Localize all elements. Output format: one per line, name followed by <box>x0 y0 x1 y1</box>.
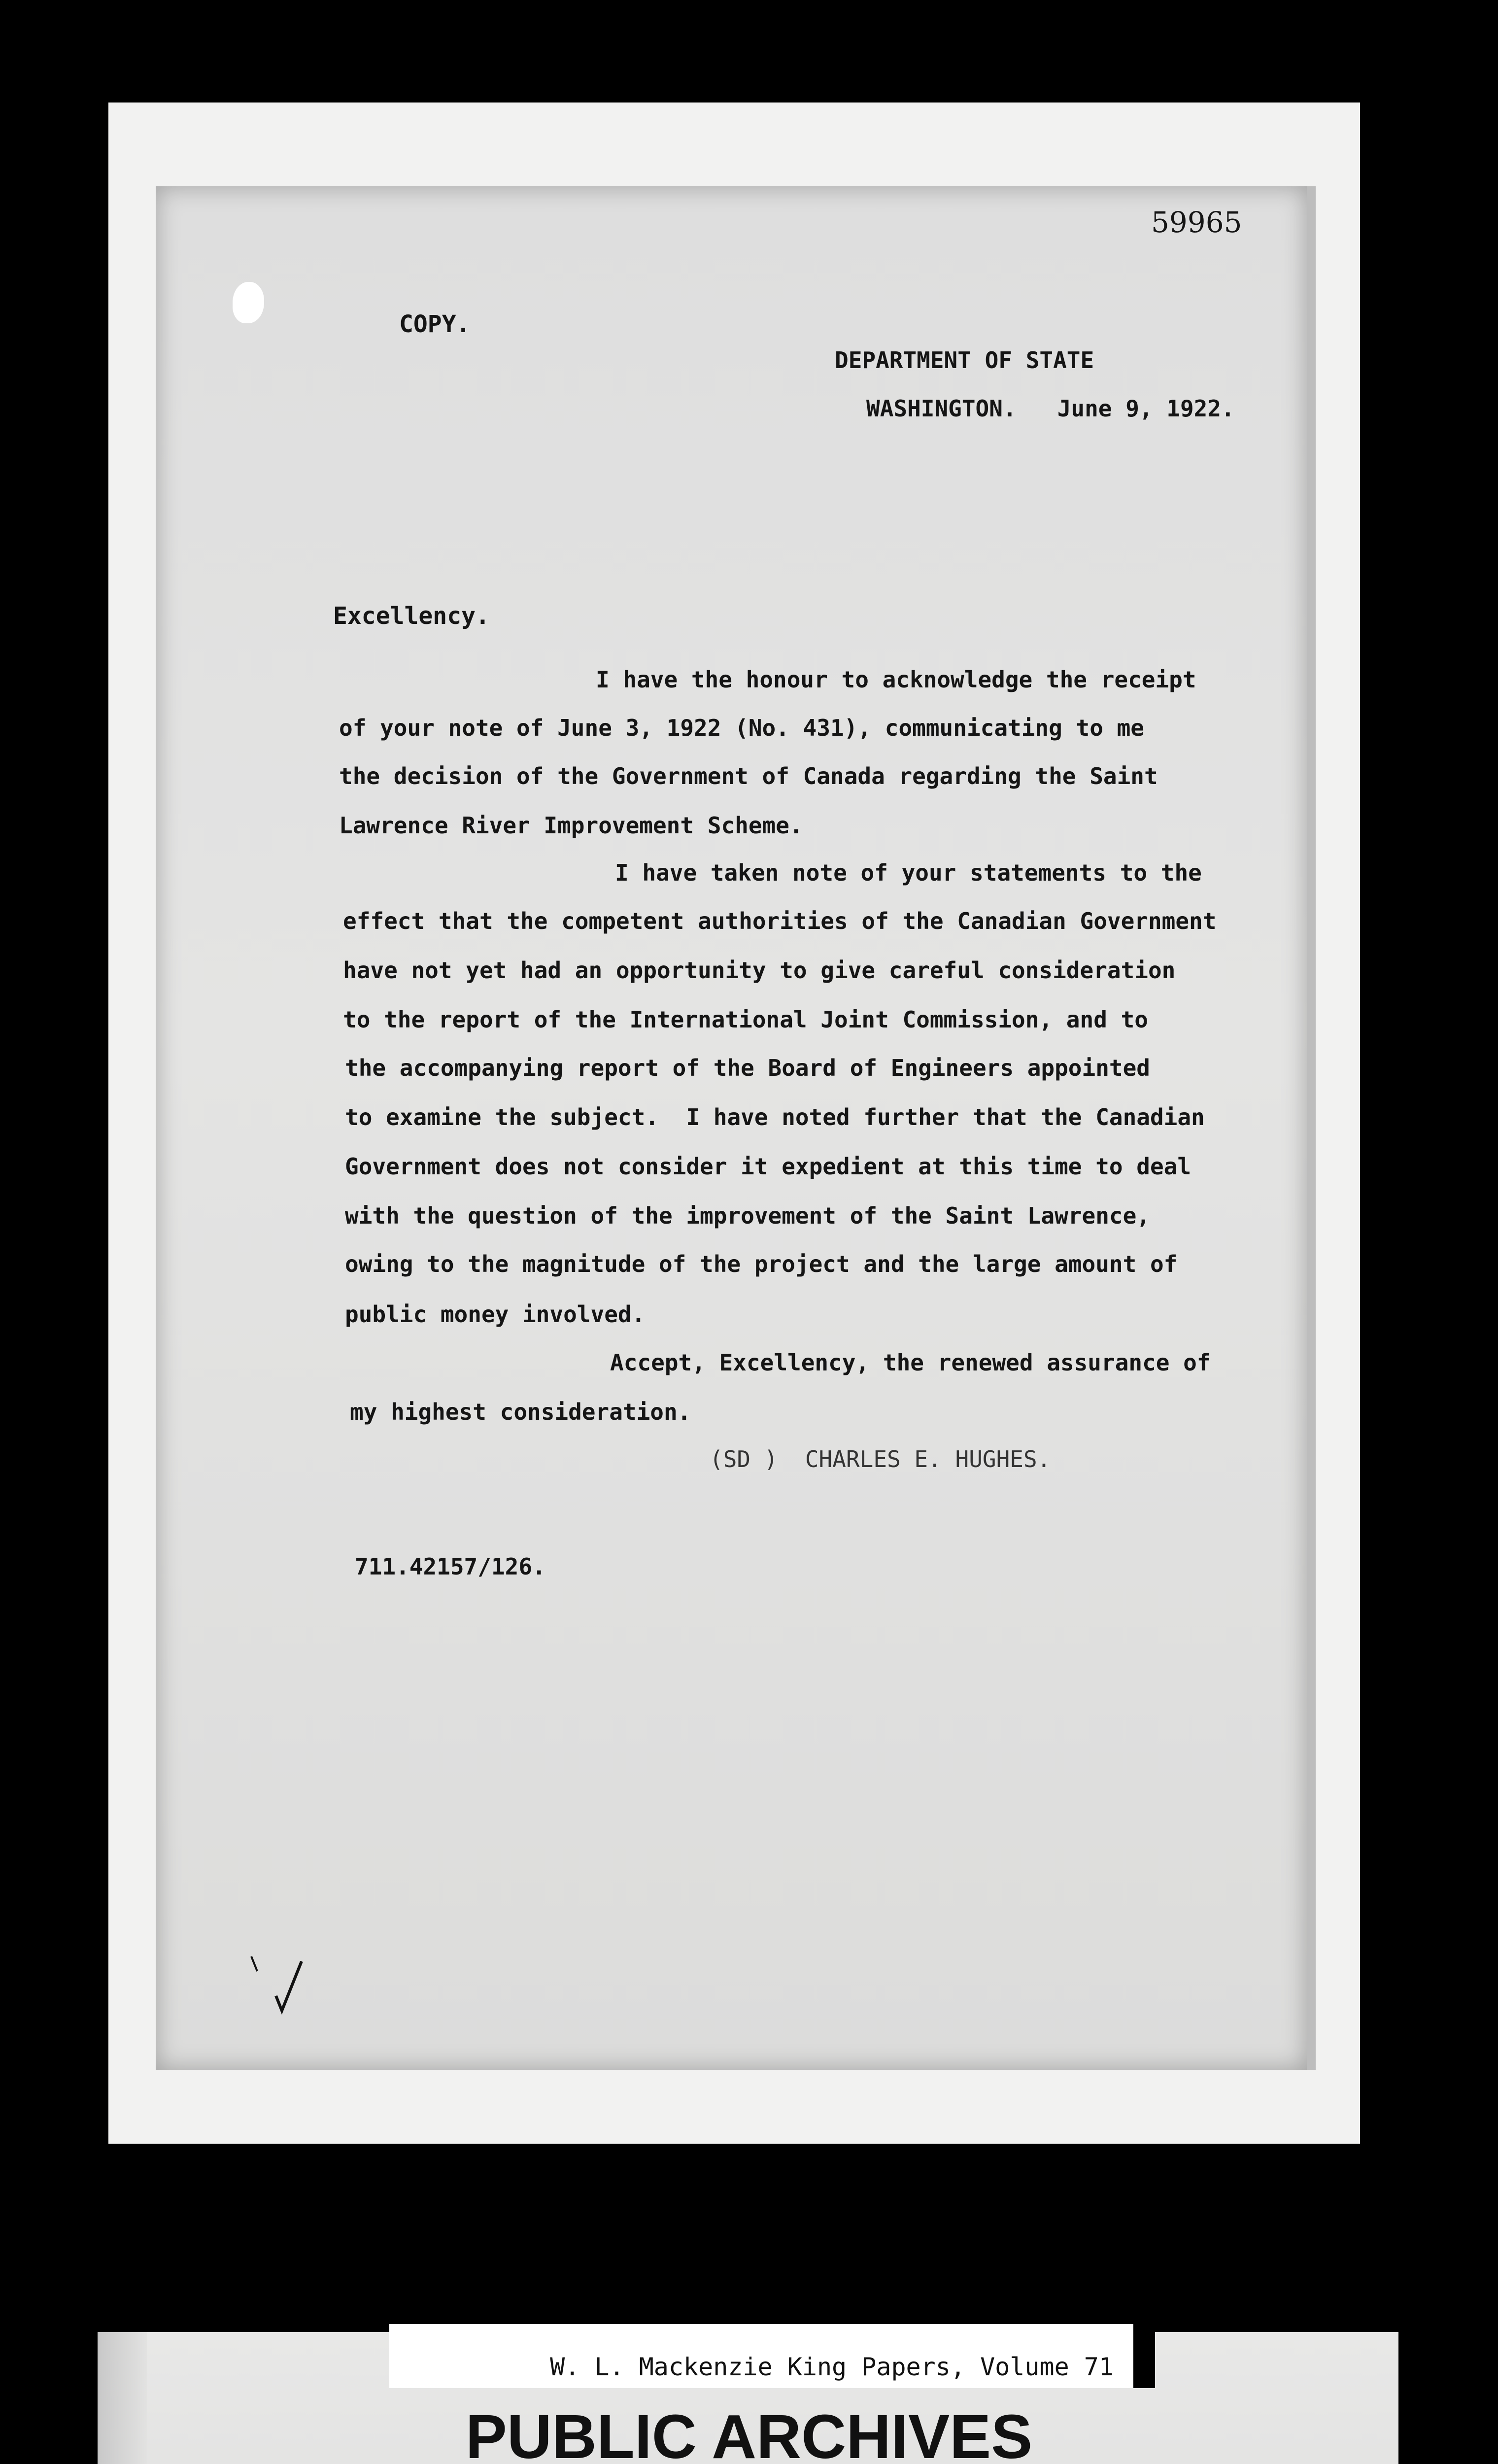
letter-line: Accept, Excellency, the renewed assurance of <box>610 1349 1211 1376</box>
letter-line: with the question of the improvement of the Saint Lawrence, <box>345 1202 1150 1229</box>
letter-line: I have taken note of your statements to the <box>615 859 1202 886</box>
letter-line: public money involved. <box>345 1301 646 1328</box>
document-page <box>156 186 1307 2070</box>
letter-line: the decision of the Government of Canada regarding the Saint <box>339 763 1158 789</box>
signature: (SD ) CHARLES E. HUGHES. <box>710 1446 1051 1472</box>
letter-line: to the report of the International Joint Commission, and to <box>343 1006 1148 1033</box>
letter-line: of your note of June 3, 1922 (No. 431), communicating to me <box>339 715 1144 741</box>
letter-line: Government does not consider it expedient at this time to deal <box>345 1153 1192 1180</box>
letter-line: I have the honour to acknowledge the receipt <box>596 666 1196 693</box>
file-reference: 711.42157/126. <box>355 1553 546 1580</box>
letter-line: owing to the magnitude of the project and the large amount of <box>345 1251 1178 1277</box>
letter-line: to examine the subject. I have noted further that the Canadian <box>345 1104 1205 1130</box>
page-number: 59965 <box>1151 205 1242 239</box>
place-date: WASHINGTON. June 9, 1922. <box>866 395 1235 422</box>
letter-line: have not yet had an opportunity to give careful consideration <box>343 957 1176 984</box>
letter-line: effect that the competent authorities of the Canadian Government <box>343 908 1217 934</box>
archive-title-english: PUBLIC ARCHIVES <box>465 2402 1033 2464</box>
copy-label: COPY. <box>399 310 471 338</box>
check-mark-icon <box>246 1942 306 2020</box>
department-heading: DEPARTMENT OF STATE <box>835 347 1094 374</box>
letter-line: my highest consideration. <box>350 1399 691 1425</box>
volume-label: W. L. Mackenzie King Papers, Volume 71 <box>550 2353 1114 2381</box>
letter-line: the accompanying report of the Board of Engineers appointed <box>345 1055 1150 1081</box>
punch-hole <box>233 282 264 323</box>
salutation: Excellency. <box>333 602 490 630</box>
volume-tab <box>389 2324 1155 2388</box>
letter-line: Lawrence River Improvement Scheme. <box>339 812 803 839</box>
